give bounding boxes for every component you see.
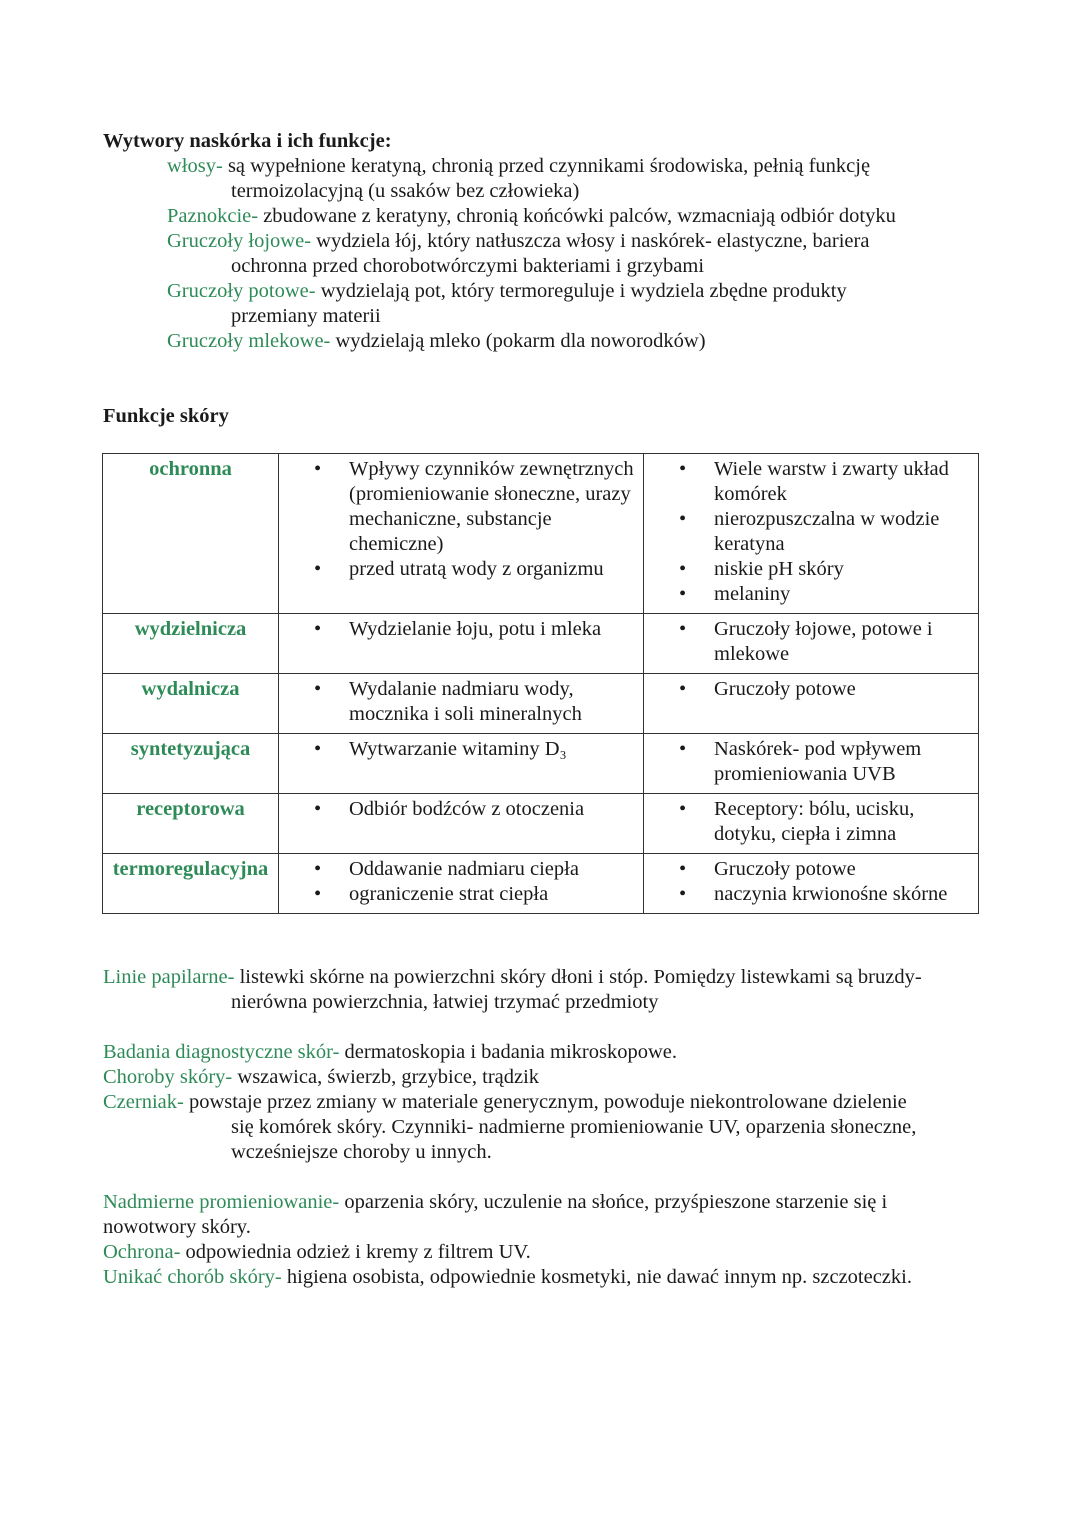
definition-text: higiena osobista, odpowiednie kosmetyki, nie dawać innym np. szczoteczki. bbox=[281, 1266, 912, 1288]
paragraph-nadmierne-promieniowanie bbox=[103, 1190, 1003, 1240]
list-item: • przed utratą wody z organizmu bbox=[279, 557, 643, 582]
protection-against-cell bbox=[279, 674, 644, 734]
term-label: Linie papilarne- bbox=[103, 966, 235, 988]
bullet-list bbox=[279, 617, 643, 642]
term-label: Nadmierne promieniowanie- bbox=[103, 1191, 340, 1213]
term-label: Ochrona- bbox=[103, 1241, 181, 1263]
function-name-cell: syntetyzująca bbox=[103, 734, 279, 794]
definition-text: są wypełnione keratyną, chronią przed czynnikami środowiska, pełnią funkcję bbox=[222, 155, 871, 177]
paragraph-czerniak bbox=[103, 1090, 1003, 1165]
definition-text: wydzielają pot, który termoreguluje i wydziela zbędne produkty bbox=[315, 280, 847, 302]
function-name-cell: termoregulacyjna bbox=[103, 854, 279, 914]
function-name-cell: wydzielnicza bbox=[103, 614, 279, 674]
list-item: • Wpływy czynników zewnętrznych (promieniowanie słoneczne, urazy mechaniczne, substancje chemiczne) bbox=[279, 457, 643, 557]
term-label: Badania diagnostyczne skór- bbox=[103, 1041, 340, 1063]
term-label: Gruczoły mlekowe- bbox=[167, 330, 331, 352]
mechanism-cell bbox=[644, 734, 979, 794]
paragraph-choroby bbox=[103, 1065, 1003, 1090]
bullet-list bbox=[644, 857, 978, 907]
list-item: • naczynia krwionośne skórne bbox=[644, 882, 978, 907]
mechanism-cell bbox=[644, 454, 979, 614]
bullet-list bbox=[644, 677, 978, 702]
mechanism-cell bbox=[644, 674, 979, 734]
paragraph-badania bbox=[103, 1040, 1003, 1065]
protection-against-cell bbox=[279, 454, 644, 614]
term-label: Choroby skóry- bbox=[103, 1066, 233, 1088]
list-item: • Odbiór bodźców z otoczenia bbox=[279, 797, 643, 822]
term-label: Gruczoły łojowe- bbox=[167, 230, 312, 252]
list-item: • Oddawanie nadmiaru ciepła bbox=[279, 857, 643, 882]
list-item-wlosy bbox=[167, 154, 987, 204]
function-name-cell: ochronna bbox=[103, 454, 279, 614]
table-row bbox=[103, 454, 979, 614]
bullet-list bbox=[644, 797, 978, 847]
definition-continuation: ochronna przed chorobotwórczymi bakteriami i grzybami bbox=[231, 255, 705, 277]
protection-against-cell bbox=[279, 734, 644, 794]
mechanism-cell bbox=[644, 614, 979, 674]
list-item: • nierozpuszczalna w wodzie keratyna bbox=[644, 507, 978, 557]
list-item: • Wiele warstw i zwarty układ komórek bbox=[644, 457, 978, 507]
bullet-list bbox=[279, 797, 643, 822]
definition-continuation: nierówna powierzchnia, łatwiej trzymać przedmioty bbox=[231, 991, 659, 1013]
bullet-list bbox=[644, 457, 978, 607]
paragraph-unikac bbox=[103, 1265, 1003, 1290]
definition-text: wszawica, świerzb, grzybice, trądzik bbox=[232, 1066, 540, 1088]
mechanism-cell bbox=[644, 854, 979, 914]
definition-text: wydziela łój, który natłuszcza włosy i naskórek- elastyczne, bariera bbox=[311, 230, 870, 252]
function-name-cell: receptorowa bbox=[103, 794, 279, 854]
term-label: Unikać chorób skóry- bbox=[103, 1266, 282, 1288]
term-label: Gruczoły potowe- bbox=[167, 280, 316, 302]
list-item: • Receptory: bólu, ucisku, dotyku, ciepła i zimna bbox=[644, 797, 978, 847]
bullet-list bbox=[279, 677, 643, 727]
term-label: Czerniak- bbox=[103, 1091, 184, 1113]
definition-text: odpowiednia odzież i kremy z filtrem UV. bbox=[180, 1241, 531, 1263]
term-label: Paznokcie- bbox=[167, 205, 259, 227]
protection-against-cell bbox=[279, 854, 644, 914]
definition-text: powstaje przez zmiany w materiale generycznym, powoduje niekontrolowane dzielenie bbox=[183, 1091, 907, 1113]
table-row bbox=[103, 734, 979, 794]
definition-continuation: się komórek skóry. Czynniki- nadmierne promieniowanie UV, oparzenia słoneczne, bbox=[231, 1116, 917, 1138]
paragraph-ochrona bbox=[103, 1240, 1003, 1265]
bullet-list bbox=[644, 617, 978, 667]
section-heading-funkcje: Funkcje skóry bbox=[103, 405, 229, 427]
definition-text: dermatoskopia i badania mikroskopowe. bbox=[339, 1041, 678, 1063]
definition-text: zbudowane z keratyny, chronią końcówki palców, wzmacniają odbiór dotyku bbox=[258, 205, 896, 227]
list-item-gruczoly-potowe bbox=[167, 279, 987, 329]
definition-text: oparzenia skóry, uczulenie na słońce, przyśpieszone starzenie się i bbox=[339, 1191, 888, 1213]
list-item: • Wytwarzanie witaminy D₃ bbox=[279, 737, 643, 762]
definition-continuation: wcześniejsze choroby u innych. bbox=[231, 1141, 492, 1163]
protection-against-cell bbox=[279, 794, 644, 854]
protection-against-cell bbox=[279, 614, 644, 674]
definition-text: listewki skórne na powierzchni skóry dłoni i stóp. Pomiędzy listewkami są bruzdy- bbox=[234, 966, 922, 988]
list-item: • melaniny bbox=[644, 582, 978, 607]
list-item: • ograniczenie strat ciepła bbox=[279, 882, 643, 907]
definition-continuation: nowotwory skóry. bbox=[103, 1216, 251, 1238]
list-item: • Wydalanie nadmiaru wody, mocznika i soli mineralnych bbox=[279, 677, 643, 727]
function-name-cell: wydalnicza bbox=[103, 674, 279, 734]
skin-functions-table bbox=[102, 453, 979, 914]
list-item-paznokcie bbox=[167, 204, 987, 229]
list-item: • Naskórek- pod wpływem promieniowania UVB bbox=[644, 737, 978, 787]
list-item-gruczoly-mlekowe bbox=[167, 329, 987, 354]
bullet-list bbox=[644, 737, 978, 787]
bullet-list bbox=[279, 457, 643, 582]
paragraph-linie-papilarne bbox=[103, 965, 1003, 1015]
table-row bbox=[103, 794, 979, 854]
mechanism-cell bbox=[644, 794, 979, 854]
table-row bbox=[103, 674, 979, 734]
table-row bbox=[103, 614, 979, 674]
list-item: • Gruczoły potowe bbox=[644, 677, 978, 702]
list-item: • Wydzielanie łoju, potu i mleka bbox=[279, 617, 643, 642]
section-heading-wytwory: Wytwory naskórka i ich funkcje: bbox=[103, 130, 392, 152]
bullet-list bbox=[279, 737, 643, 762]
definition-text: wydzielają mleko (pokarm dla noworodków) bbox=[330, 330, 706, 352]
bullet-list bbox=[279, 857, 643, 907]
table-row bbox=[103, 854, 979, 914]
list-item: • Gruczoły łojowe, potowe i mlekowe bbox=[644, 617, 978, 667]
list-item: • niskie pH skóry bbox=[644, 557, 978, 582]
list-item-gruczoly-lojowe bbox=[167, 229, 987, 279]
list-item: • Gruczoły potowe bbox=[644, 857, 978, 882]
definition-continuation: przemiany materii bbox=[231, 305, 381, 327]
term-label: włosy- bbox=[167, 155, 223, 177]
definition-continuation: termoizolacyjną (u ssaków bez człowieka) bbox=[231, 180, 580, 202]
